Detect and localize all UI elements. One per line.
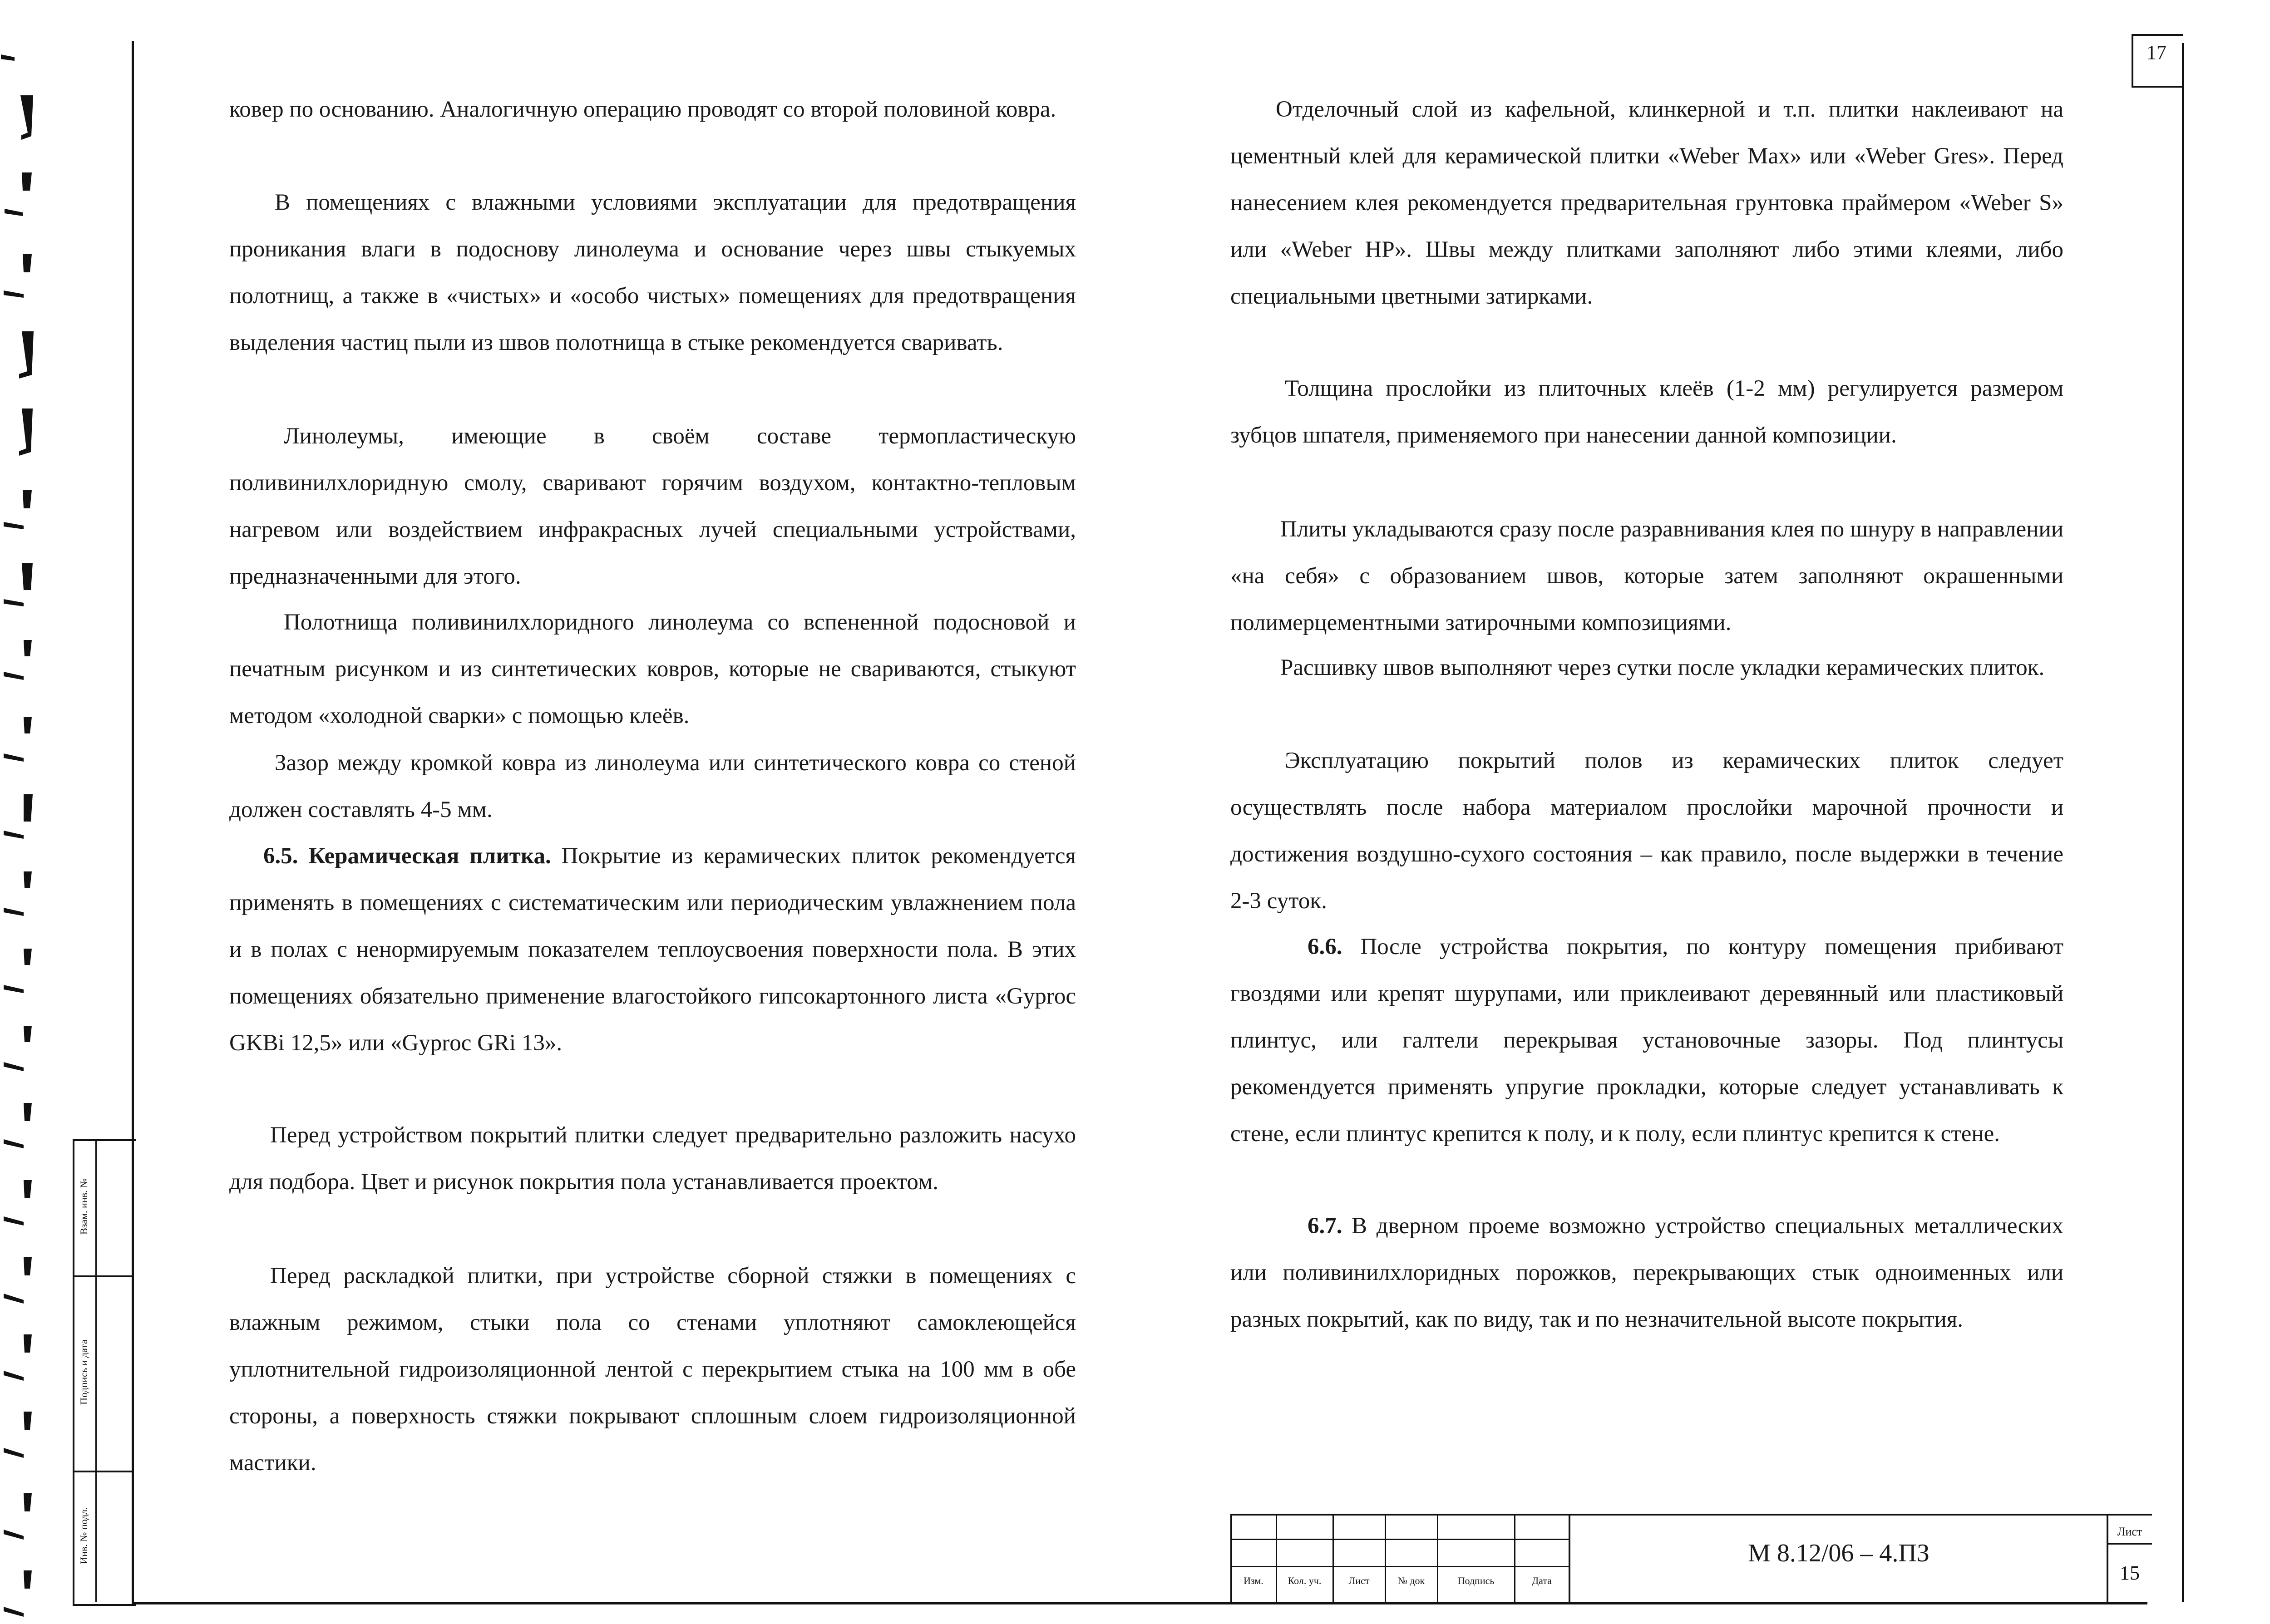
sheet-label: Лист [2117, 1525, 2142, 1538]
title-block-col-3 [1385, 1514, 1386, 1602]
title-block-top-line [1230, 1514, 2152, 1516]
title-block-col-4 [1437, 1514, 1438, 1602]
title-block-row-2 [1230, 1566, 1569, 1567]
title-block-left-edge [1230, 1514, 1232, 1602]
col-header-signature: Подпись [1457, 1575, 1495, 1586]
document-code: М 8.12/06 – 4.ПЗ [1748, 1539, 1930, 1567]
section-6-7-text: В дверном проеме возможно устройство специальных металлических или поливинилхлоридных порожков, перекрывающих стык одноименных или разных покрытий, как по виду, так и по незначительной высоте покрытия. [1230, 1213, 2063, 1332]
col-header-izm: Изм. [1244, 1575, 1263, 1586]
left-paragraph-5: Зазор между кромкой ковра из линолеума или синтетического ковра со стеной должен составлять 4-5 мм. [229, 750, 1076, 822]
col-header-doc-number: № док [1397, 1575, 1425, 1586]
title-block-col-6 [1569, 1514, 1570, 1602]
left-paragraph-3: Линолеумы, имеющие в своём составе термопластическую поливинилхлоридную смолу, сваривают горячим воздухом, контактно-тепловым нагревом или воздействием инфракрасных лучей специальными устройствами, предназначенными для этого. [229, 423, 1076, 589]
page-number: 17 [2147, 41, 2166, 64]
section-6-5-heading: 6.5. Керамическая плитка. [263, 843, 551, 869]
left-paragraph-7: Перед устройством покрытий плитки следует предварительно разложить насухо для подбора. Цвет и рисунок покрытия пола устанавливается проектом. [229, 1122, 1076, 1195]
frame-bottom-line [132, 1602, 2147, 1604]
title-block-sheet-row [2107, 1543, 2152, 1545]
title-block-row-1 [1230, 1539, 1569, 1540]
stamp-signature-date: Подпись и дата [78, 1339, 89, 1405]
section-6-6-heading: 6.6. [1308, 934, 1342, 960]
right-paragraph-5: Эксплуатацию покрытий полов из керамических плиток следует осуществлять после набора материалом прослойки марочной прочности и достижения воздушно-сухого состояния – как правило, после выдержки в течение 2-3 суток. [1230, 748, 2063, 914]
section-6-7-heading: 6.7. [1308, 1213, 1342, 1239]
left-paragraph-6 [229, 833, 1076, 1067]
right-paragraph-6 [1230, 924, 2063, 1157]
col-header-kol-uch: Кол. уч. [1288, 1575, 1322, 1586]
left-paragraph-8: Перед раскладкой плитки, при устройстве сборной стяжки в помещениях с влажным режимом, стыки пола со стенами уплотняют самоклеющейся уплотнительной гидроизоляционной лентой с перекрытием стыка на 100 мм в обе стороны, а поверхность стяжки покрывают сплошным слоем гидроизоляционной мастики. [229, 1263, 1076, 1476]
stamp-original-inv: Инв. № подл. [78, 1507, 89, 1564]
right-paragraph-3: Плиты укладываются сразу после разравнивания клея по шнуру в направлении «на себя» с образованием швов, которые затем заполняют окрашенными полимерцементными затирочными композициями. [1230, 517, 2063, 635]
left-paragraph-2: В помещениях с влажными условиями эксплуатации для предотвращения проникания влаги в подоснову линолеума и основание через швы стыкуемых полотнищ, а также в «чистых» и «особо чистых» помещениях для предотвращения выделения частиц пыли из швов полотнища в стыке рекомендуется сваривать. [229, 190, 1076, 355]
right-paragraph-1: Отделочный слой из кафельной, клинкерной и т.п. плитки наклеивают на цементный клей для керамической плитки «Weber Max» или «Weber Gres». Перед нанесением клея рекомендуется предварительная грунтовка праймером «Weber S» или «Weber HP». Швы между плитками заполняют либо этими клеями, либо специальными цветными затирками. [1230, 97, 2063, 309]
right-paragraph-7 [1230, 1203, 2063, 1343]
left-paragraph-1: ковер по основанию. Аналогичную операцию проводят со второй половиной ковра. [229, 97, 1056, 122]
right-paragraph-4: Расшивку швов выполняют через сутки после укладки керамических плиток. [1280, 655, 2045, 680]
stamp-replacement-inv: Взам. инв. № [78, 1178, 89, 1235]
section-6-6-text: После устройства покрытия, по контуру помещения прибивают гвоздями или крепят шурупами, или приклеивают деревянный или пластиковый плинтус, или галтели перекрывая установочные зазоры. Под плинтусы рекомендуется применять упругие прокладки, которые следует устанавливать к стене, если плинтус крепится к полу, и к полу, если плинтус крепится к стене. [1230, 934, 2063, 1147]
title-block-col-1 [1276, 1514, 1277, 1602]
side-stamp-row-line-1 [73, 1275, 134, 1277]
title-block-col-2 [1332, 1514, 1334, 1602]
side-stamp-row-line-2 [73, 1471, 134, 1472]
side-stamp-divider [95, 1139, 97, 1602]
binding-marks [0, 0, 50, 1624]
col-header-list: Лист [1348, 1575, 1370, 1586]
section-6-5-text: Покрытие из керамических плиток рекомендуется применять в помещениях с систематическим или периодическим увлажнением пола и в полах с ненормируемым показателем теплоусвоения поверхности пола. В этих помещениях обязательно применение влагостойкого гипсокартонного листа «Gyproc GKBi 12,5» или «Gyproc GRi 13». [229, 843, 1076, 1056]
right-paragraph-2: Толщина прослойки из плиточных клеёв (1-2 мм) регулируется размером зубцов шпателя, применяемого при нанесении данной композиции. [1230, 376, 2063, 448]
sheet-number: 15 [2120, 1562, 2140, 1584]
col-header-date: Дата [1532, 1575, 1552, 1586]
frame-right-line [2182, 43, 2184, 1602]
title-block-col-5 [1514, 1514, 1515, 1602]
left-paragraph-4: Полотнища поливинилхлоридного линолеума со вспененной подосновой и печатным рисунком и из синтетических ковров, которые не свариваются, стыкуют методом «холодной сварки» с помощью клеёв. [229, 610, 1076, 728]
